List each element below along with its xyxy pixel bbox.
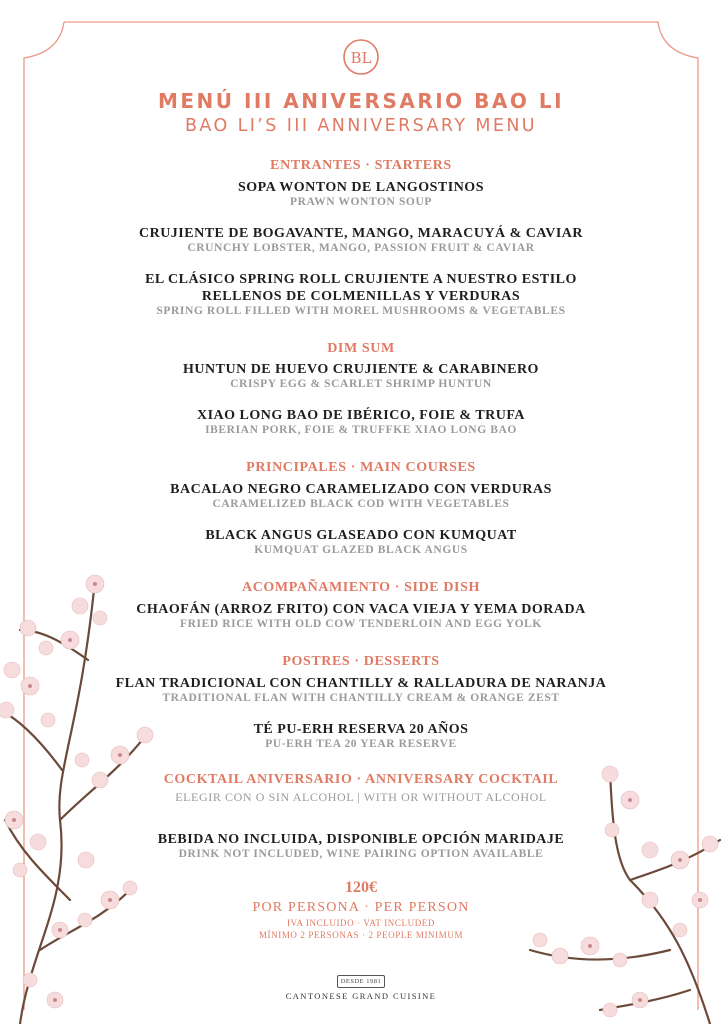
dish-name: TÉ PU-ERH RESERVA 20 AÑOS xyxy=(253,722,469,737)
dish-translation: CRISPY EGG & SCARLET SHRIMP HUNTUN xyxy=(230,378,492,390)
dish-translation: IBERIAN PORK, FOIE & TRUFFKE XIAO LONG BAO xyxy=(205,424,517,436)
dish-name: XIAO LONG BAO DE IBÉRICO, FOIE & TRUFA xyxy=(196,408,526,423)
section-title-side-dish: ACOMPAÑAMIENTO · SIDE DISH xyxy=(242,580,480,595)
dish-name: CHAOFÁN (ARROZ FRITO) CON VACA VIEJA Y YEMA DORADA xyxy=(136,602,586,617)
dish-translation: SPRING ROLL FILLED WITH MOREL MUSHROOMS & VEGETABLES xyxy=(156,305,566,317)
dish-name: SOPA WONTON DE LANGOSTINOS xyxy=(237,180,484,195)
dish-translation: KUMQUAT GLAZED BLACK ANGUS xyxy=(254,544,468,556)
dish-translation: PRAWN WONTON SOUP xyxy=(289,196,433,208)
since-badge: DESDE 1981 xyxy=(337,975,385,988)
dish-translation: CARAMELIZED BLACK COD WITH VEGETABLES xyxy=(212,498,510,510)
dish-name: FLAN TRADICIONAL CON CHANTILLY & RALLADURA DE NARANJA xyxy=(115,676,607,691)
section-title-desserts: POSTRES · DESSERTS xyxy=(282,654,440,669)
dish-name-line-2: RELLENOS DE COLMENILLAS Y VERDURAS xyxy=(201,289,521,304)
section-title-cocktail: COCKTAIL ANIVERSARIO · ANNIVERSARY COCKTAIL xyxy=(163,772,559,787)
menu-title-english: BAO LI’S III ANNIVERSARY MENU xyxy=(184,116,538,136)
per-person-label: POR PERSONA · PER PERSON xyxy=(252,900,470,915)
cocktail-option: ELEGIR CON O SIN ALCOHOL | WITH OR WITHOUT ALCOHOL xyxy=(175,790,547,804)
vat-note: IVA INCLUIDO · VAT INCLUDED xyxy=(286,918,436,928)
dish-name: BACALAO NEGRO CARAMELIZADO CON VERDURAS xyxy=(170,482,552,497)
drinks-note: BEBIDA NO INCLUIDA, DISPONIBLE OPCIÓN MARIDAJE xyxy=(157,832,565,847)
dish-translation: TRADITIONAL FLAN WITH CHANTILLY CREAM & ORANGE ZEST xyxy=(162,692,560,704)
dish-name: EL CLÁSICO SPRING ROLL CRUJIENTE A NUESTRO ESTILO xyxy=(145,272,577,287)
dish-name: CRUJIENTE DE BOGAVANTE, MANGO, MARACUYÁ & CAVIAR xyxy=(138,226,584,241)
dish-name: BLACK ANGUS GLASEADO CON KUMQUAT xyxy=(205,528,517,543)
section-title-mains: PRINCIPALES · MAIN COURSES xyxy=(246,460,476,475)
menu-price: 120€ xyxy=(345,879,377,896)
minimum-note: MÍNIMO 2 PERSONAS · 2 PEOPLE MINIMUM xyxy=(258,930,464,940)
menu-title-spanish: MENÚ III ANIVERSARIO BAO LI xyxy=(157,89,565,113)
logo-letters: BL xyxy=(350,49,372,67)
dish-translation: PU-ERH TEA 20 YEAR RESERVE xyxy=(265,738,457,750)
bao-li-logo xyxy=(342,38,380,76)
dish-translation: FRIED RICE WITH OLD COW TENDERLOIN AND EGG YOLK xyxy=(180,618,542,630)
dish-name: HUNTUN DE HUEVO CRUJIENTE & CARABINERO xyxy=(183,362,539,377)
footer-tagline: CANTONESE GRAND CUISINE xyxy=(285,991,437,1001)
section-title-dimsum: DIM SUM xyxy=(327,341,395,356)
dish-translation: CRUNCHY LOBSTER, MANGO, PASSION FRUIT & CAVIAR xyxy=(187,242,535,254)
drinks-note-translation: DRINK NOT INCLUDED, WINE PAIRING OPTION AVAILABLE xyxy=(178,848,544,860)
section-title-starters: ENTRANTES · STARTERS xyxy=(270,158,452,173)
